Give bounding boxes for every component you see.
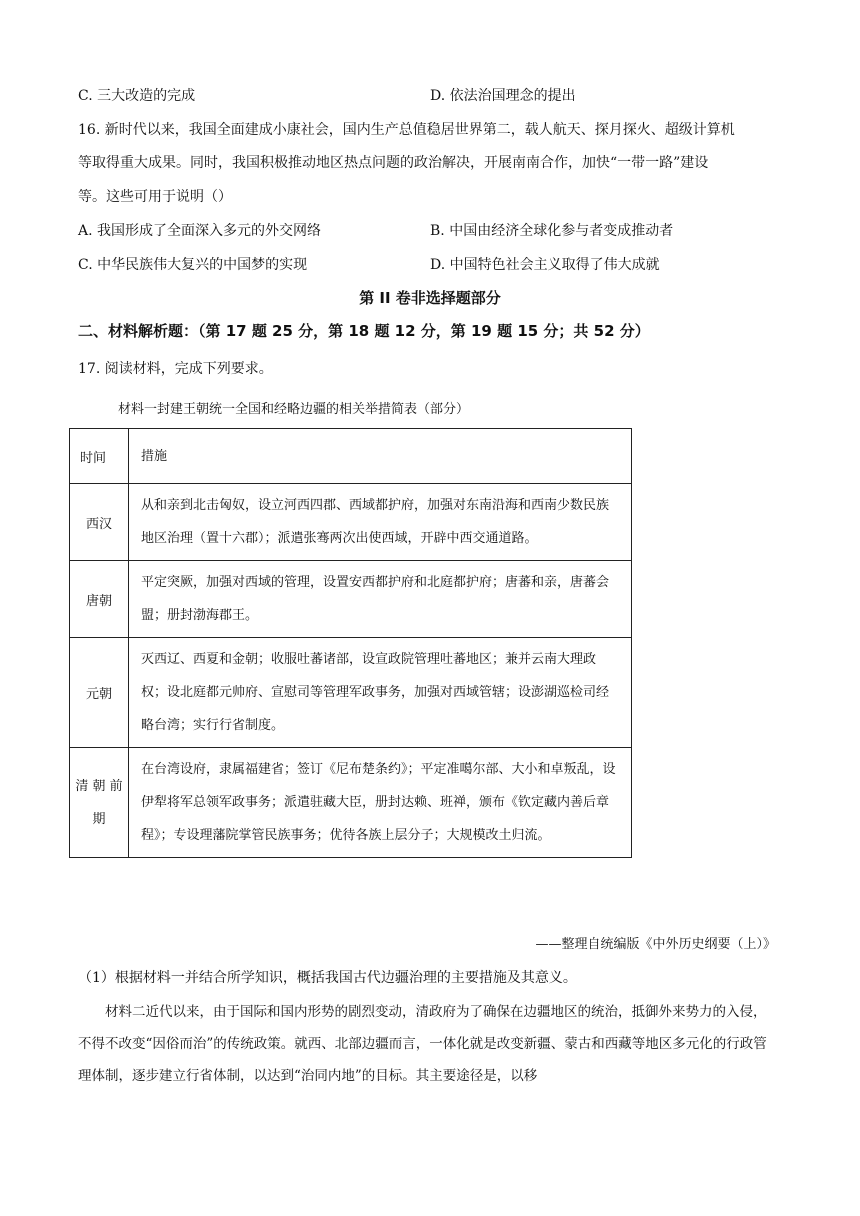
row-time: 清 朝 前期 xyxy=(70,748,129,858)
table-row xyxy=(70,748,632,858)
table-row xyxy=(70,484,632,561)
row-time: 元朝 xyxy=(70,638,129,748)
table-caption: 材料一封建王朝统一全国和经略边疆的相关举措简表（部分） xyxy=(118,402,470,417)
q16-stem-line-1: 16. 新时代以来，我国全面建成小康社会，国内生产总值稳居世界第二，载人航天、探月探火、超级计算机 xyxy=(78,122,735,138)
row-time: 唐朝 xyxy=(70,561,129,638)
measures-table xyxy=(69,428,632,858)
q16-option-b: B. 中国由经济全球化参与者变成推动者 xyxy=(430,223,674,239)
row-measure: 从和亲到北击匈奴，设立河西四郡、西域都护府，加强对东南沿海和西南少数民族地区治理（置十六郡）；派遣张骞两次出使西域，开辟中西交通道路。 xyxy=(129,484,632,561)
q16-option-c: C. 中华民族伟大复兴的中国梦的实现 xyxy=(78,257,308,273)
row-measure: 在台湾设府，隶属福建省；签订《尼布楚条约》；平定准噶尔部、大小和卓叛乱，设伊犁将军总领军政事务；派遣驻藏大臣，册封达赖、班禅，颁布《钦定藏内善后章程》；专设理藩院掌管民族事务；优待各族上层分子；大规模改土归流。 xyxy=(129,748,632,858)
material-2: 材料二近代以来，由于国际和国内形势的剧烈变动，清政府为了确保在边疆地区的统治，抵御外来势力的入侵，不得不改变“因俗而治”的传统政策。就西、北部边疆而言，一体化就是改变新疆、蒙古和西藏等地区多元化的行政管理体制，逐步建立行省体制，以达到“治同内地”的目标。其主要途径是，以移 xyxy=(78,1004,767,1084)
header-time: 时间 xyxy=(70,429,129,484)
row-time: 西汉 xyxy=(70,484,129,561)
row-measure: 灭西辽、西夏和金朝；收服吐蕃诸部，设宣政院管理吐蕃地区；兼并云南大理政权；设北庭都元帅府、宣慰司等管理军政事务，加强对西域管辖；设澎湖巡检司经略台湾；实行行省制度。 xyxy=(129,638,632,748)
q16-option-a: A. 我国形成了全面深入多元的外交网络 xyxy=(78,223,322,239)
table-row xyxy=(70,561,632,638)
row-measure: 平定突厥，加强对西域的管理，设置安西都护府和北庭都护府；唐蕃和亲，唐蕃会盟；册封渤海郡王。 xyxy=(129,561,632,638)
header-measure: 措施 xyxy=(129,429,632,484)
part2-title: 第 II 卷非选择题部分 xyxy=(359,289,501,307)
q16-stem-line-3: 等。这些可用于说明（） xyxy=(78,189,232,205)
q15-option-d: D. 依法治国理念的提出 xyxy=(430,88,576,104)
table-source: ——整理自统编版《中外历史纲要（上）》 xyxy=(535,937,776,952)
table-header-row xyxy=(70,429,632,484)
q16-stem-line-2: 等取得重大成果。同时，我国积极推动地区热点问题的政治解决，开展南南合作，加快“一带一路”建设 xyxy=(78,155,709,171)
q16-option-d: D. 中国特色社会主义取得了伟大成就 xyxy=(430,257,660,273)
section-heading: 二、材料解析题：（第 17 题 25 分，第 18 题 12 分，第 19 题 15 分；共 52 分） xyxy=(78,322,650,340)
q15-option-c: C. 三大改造的完成 xyxy=(78,88,196,104)
q17-stem: 17. 阅读材料，完成下列要求。 xyxy=(78,361,273,377)
table-row xyxy=(70,638,632,748)
q17-sub1: （1）根据材料一并结合所学知识，概括我国古代边疆治理的主要措施及其意义。 xyxy=(78,970,577,986)
